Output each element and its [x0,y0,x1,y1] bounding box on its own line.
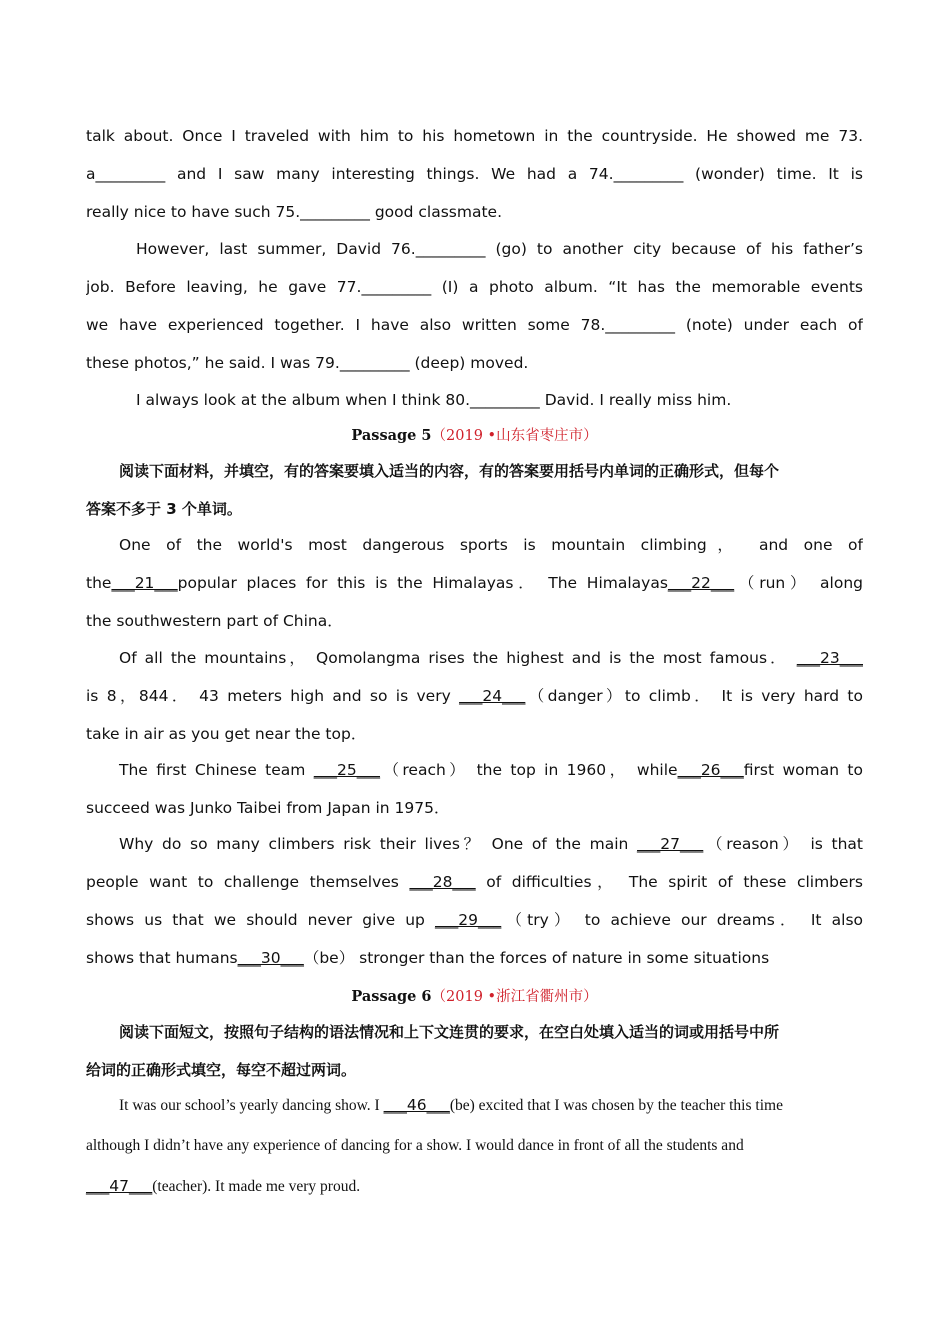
passage-source: （2019 •浙江省衢州市） [431,989,598,1005]
text-line: these photos,” he said. I was 79._________ (deep) moved. [86,354,529,372]
instruction-line: 给词的正确形式填空，每空不超过两词。 [86,1061,357,1079]
text-span: （reason） is that [703,835,863,853]
passage-4-text [86,117,863,231]
text-line: really nice to have such 75._________ good classmate. [86,203,503,221]
passage-5-paragraph-3 [86,751,863,827]
text-line [86,1166,863,1207]
passage-5-paragraph-1 [86,526,863,640]
text-line: talk about. Once I traveled with him to his hometown in the countryside. He showed me 73. [86,127,863,145]
passage-5-paragraph-4 [86,825,863,977]
passage-6-title [86,978,863,1016]
text-span: is 8，844． 43 meters high and so is very [86,687,460,705]
text-span: （danger）to climb． It is very hard to [525,687,863,705]
passage-6-paragraph-1 [86,1085,863,1207]
blank-29: ___29___ [435,911,502,929]
text-line [86,564,863,602]
blank-22: ___22___ [667,574,735,592]
blank-47: ___47___ [86,1177,153,1195]
passage-5-paragraph-2 [86,639,863,753]
blank-46: ___46___ [383,1096,450,1114]
text-line [86,939,863,977]
passage-4-paragraph-3 [86,381,863,419]
text-span: Of all the mountains， Qomolangma rises the highest and is the most famous． [119,649,797,667]
text-span: popular places for this is the Himalayas． The Himalayas [177,574,668,592]
passage-5-instructions [86,452,863,528]
instruction-line: 答案不多于 3 个单词。 [86,500,242,518]
passage-5-title [86,417,863,455]
text-line: However, last summer, David 76._________ (go) to another city because of his father’s [136,240,863,258]
text-span: people want to challenge themselves [86,873,410,891]
text-line [86,825,863,863]
text-span: It was our school’s yearly dancing show. I [119,1097,384,1114]
passage-4-paragraph-2 [86,230,863,382]
text-line: although I didn’t have any experience of dancing for a show. I would dance in front of all the students and [86,1137,744,1154]
text-line: job. Before leaving, he gave 77._________ (I) a photo album. “It has the memorable events [86,278,863,296]
text-span: (be) excited that I was chosen by the teacher this time [449,1097,783,1114]
text-line: a_________ and I saw many interesting things. We had a 74._________ (wonder) time. It is [86,165,863,183]
text-span: shows that humans [86,949,238,967]
blank-25: ___25___ [313,761,380,779]
text-span: Why do so many climbers risk their lives？ One of the main [119,835,638,853]
passage-6-instructions [86,1013,863,1089]
blank-28: ___28___ [409,873,476,891]
text-line: One of the world's most dangerous sports is mountain climbing， and one of [119,536,863,554]
text-line [86,751,863,789]
text-span: The first Chinese team [119,761,314,779]
blank-23: ___23___ [796,649,863,667]
passage-title: Passage 5 [351,427,432,444]
blank-27: ___27___ [637,835,704,853]
text-line [86,863,863,901]
text-span: (teacher). It made me very proud. [152,1178,361,1195]
text-span: first woman to [743,761,863,779]
text-line: we have experienced together. I have also written some 78._________ (note) under each of [86,316,863,334]
blank-30: ___30___ [237,949,304,967]
text-span: （reach） the top in 1960， while [380,761,678,779]
instruction-line: 阅读下面短文，按照句子结构的语法情况和上下文连贯的要求，在空白处填入适当的词或用括号中所 [119,1023,780,1041]
text-line [86,901,863,939]
passage-title: Passage 6 [351,988,432,1005]
text-line: succeed was Junko Taibei from Japan in 1975． [86,799,450,817]
text-line: take in air as you get near the top． [86,725,367,743]
instruction-line: 阅读下面材料，并填空，有的答案要填入适当的内容，有的答案要用括号内单词的正确形式，但每个 [119,462,780,480]
text-span: of difficulties， The spirit of these climbers [475,873,863,891]
blank-21: ___21___ [111,574,178,592]
text-line: I always look at the album when I think 80._________ David. I really miss him. [136,391,732,409]
text-span: （run） along [734,574,863,592]
passage-source: （2019 •山东省枣庄市） [431,428,598,444]
blank-24: ___24___ [459,687,526,705]
blank-26: ___26___ [677,761,744,779]
text-span: the [86,574,112,592]
text-line [86,1085,863,1126]
text-span: shows us that we should never give up [86,911,436,929]
text-span: （be） stronger than the forces of nature in some situations [303,949,770,967]
text-line [86,677,863,715]
text-line [86,639,863,677]
text-span: （try） to achieve our dreams． It also [501,911,863,929]
text-line: the southwestern part of China． [86,612,343,630]
